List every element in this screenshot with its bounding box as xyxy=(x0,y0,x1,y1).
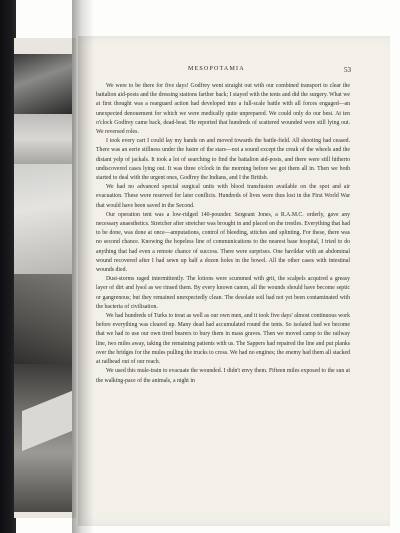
photo-buildings xyxy=(14,114,72,164)
paragraph: Dust-storms raged intermittently. The lotions were scummed with grit, the scalpels acquired a greasy layer of dirt and lysol as we rinsed them. By every known canon, all the wounds should have become septic or gangrenous; but they remained unexpectedly clean. The desolate soil had not yet been contaminated with the bacteria of civilisation. xyxy=(96,276,350,310)
photo-rocks xyxy=(14,274,72,364)
paragraph: We had hundreds of Turks to treat as well as our own men, and it took five days' almost continuous work before everything was cleared up. Many dead had accumulated round the tents. So isolated had we become that we had to use our own tired bearers to bury them in mass graves. Then we moved camp to the railway line, two miles away, taking the remaining patients with us. The Sappers had repaired the line and put planks over the bridges for the mules pulling the trucks to cross. We had no engines; the enemy had them all stacked at railhead out of our reach. xyxy=(96,313,350,366)
paragraph: Our operation tent was a low-ridged 140-pounder. Sergeant Jones, a R.A.M.C. orderly, gave any necessary anaesthetics. Stretcher after stretcher was brought in and placed on the trestles. Everything that had to be done, was done at once—amputations, control of bleeding, stitches and splinting. For these, there was no second chance. Knowing the hopeless line of communications to the nearest base hospital, I tried to do anything that had even a remote chance of success. There were surprises. One havildar with an abdominal wound recovered after I had sewn up half a dozen holes in the bowel. All the other cases with intestinal wounds died. xyxy=(96,211,350,274)
book-gutter-shadow xyxy=(72,0,94,533)
paragraph: We used this mule-train to evacuate the wounded. I didn't envy them. Fifteen miles exposed to the sun at the walking-pace of the animals, a night in xyxy=(96,368,350,384)
photo-sky xyxy=(14,164,72,274)
facing-page-photograph xyxy=(14,54,72,512)
paragraph: We had no advanced special surgical units with blood transfusion available on the spot and air evacuation. These were reserved for later conflicts. Hundreds of lives were thus lost in the First World War that would have been saved in the Second. xyxy=(96,184,350,209)
paragraph: I took every cart I could lay my hands on and moved towards the battle-field. All shooting had ceased. There was an eerie stillness under the lustre of the stars—not a sound except the creak of the wheels and the distant yelp of jackals. It took a lot of searching to find the battalion aid-posts, and there were still hitherto undiscovered cases lying out. It was three o'clock in the morning before we got them all in. Then we both started to deal with the urgent ones, Godfrey the Indians, and I the British. xyxy=(96,138,350,182)
running-head: MESOPOTAMIA xyxy=(188,66,245,72)
photo-hills xyxy=(14,54,72,114)
page-number: 53 xyxy=(344,66,351,74)
page-body-text xyxy=(96,82,350,512)
paragraph: We were to be there for five days! Godfrey went straight out with our combined transport to clear the battalion aid-posts and the dressing stations farther back; I stayed with the tents and did the surgery. What we at first thought was a rearguard action had developed into a full-scale battle with all forces engaged—an unexpected denouement for which we were medically quite unprepared. We could only do our best. At ten o'clock Godfrey came back, dead-beat. He reported that hundreds of scattered wounded were still lying out. We reversed roles. xyxy=(96,83,350,136)
